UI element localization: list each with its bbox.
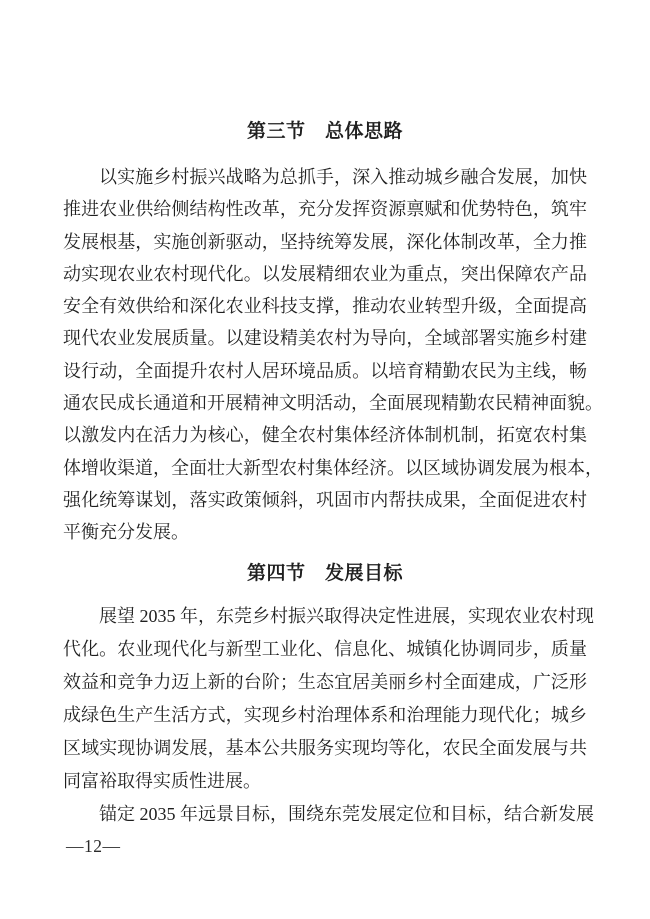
page-number: —12— [66,836,121,856]
text-line: 锚定 2035 年远景目标，围绕东莞发展定位和目标，结合新发展 [99,804,594,824]
text-line: 效益和竞争力迈上新的台阶；生态宜居美丽乡村全面建成，广泛形 [63,672,587,692]
text-line: 平衡充分发展。 [63,522,189,543]
section4-paragraph-2 [63,798,594,831]
section3-heading: 第三节 总体思路 [246,121,403,142]
text-line: 动实现农业农村现代化。以发展精细农业为重点，突出保障农产品 [63,263,587,284]
text-line: 区域实现协调发展，基本公共服务实现均等化，农民全面发展与共 [63,738,587,758]
text-line: 设行动，全面提升农村人居环境品质。以培育精勤农民为主线，畅 [63,360,587,381]
text-line: 代化。农业现代化与新型工业化、信息化、城镇化协调同步，质量 [63,639,587,659]
text-line: 安全有效供给和深化农业科技支撑，推动农业转型升级，全面提高 [63,296,587,317]
text-line: 展望 2035 年，东莞乡村振兴取得决定性进展，实现农业农村现 [99,606,594,626]
section4-heading: 第四节 发展目标 [246,563,403,584]
text-line: 成绿色生产生活方式，实现乡村治理体系和治理能力现代化；城乡 [63,705,587,725]
text-line: 现代农业发展质量。以建设精美农村为导向，全域部署实施乡村建 [63,328,587,349]
text-line: 发展根基，实施创新驱动，坚持统筹发展，深化体制改革，全力推 [63,231,587,252]
text-line: 以实施乡村振兴战略为总抓手，深入推动城乡融合发展，加快 [99,167,587,187]
section3-paragraph [63,161,603,549]
text-line: 体增收渠道，全面壮大新型农村集体经济。以区域协调发展为根本， [63,457,603,478]
text-line: 以激发内在活力为核心，健全农村集体经济体制机制，拓宽农村集 [63,425,587,446]
text-line: 强化统筹谋划，落实政策倾斜，巩固市内帮扶成果，全面促进农村 [63,489,587,510]
section4-paragraph-1 [63,600,594,798]
text-line: 通农民成长通道和开展精神文明活动，全面展现精勤农民精神面貌。 [63,393,603,414]
text-line: 推进农业供给侧结构性改革，充分发挥资源禀赋和优势特色，筑牢 [63,199,587,220]
text-line: 同富裕取得实质性进展。 [63,771,261,791]
